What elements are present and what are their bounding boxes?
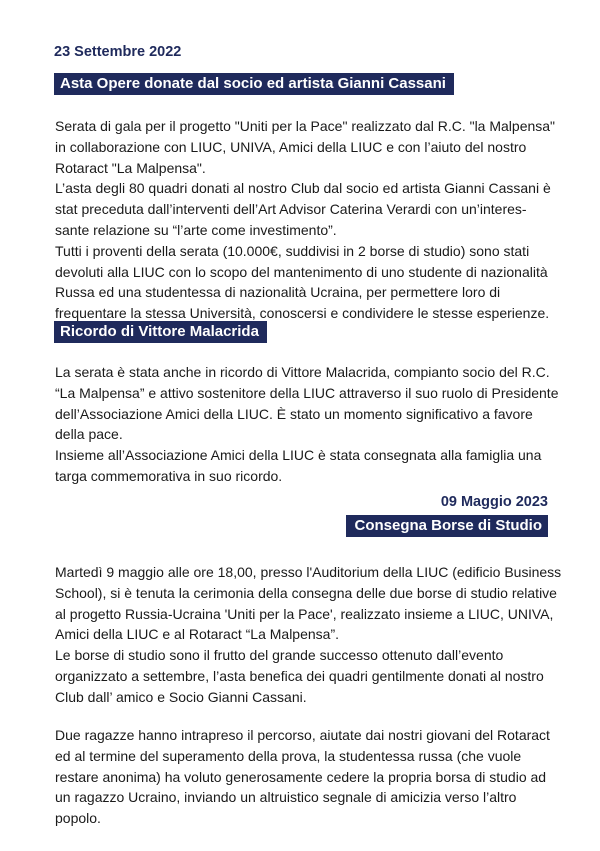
text-line: restare anonima) ha voluto generosamente cedere la propria borsa di studio ad <box>55 768 547 785</box>
section1-paragraph <box>55 116 555 324</box>
text-line: stat preceduta dall’interventi dell’Art Advisor Caterina Verardi con un’interes- <box>55 201 527 218</box>
text-line: La serata è stata anche in ricordo di Vittore Malacrida, compianto socio del R.C. <box>55 364 550 380</box>
text-line: dell’Associazione Amici della LIUC. È stato un momento significativo a favore <box>55 405 533 422</box>
text-line: sante relazione su “l’arte come investimento”. <box>55 221 337 238</box>
text-line: Tutti i proventi della serata (10.000€, suddivisi in 2 borse di studio) sono stati <box>55 242 530 259</box>
text-line: in collaborazione con LIUC, UNIVA, Amici della LIUC e con l’aiuto del nostro <box>55 138 527 155</box>
section1-title: Asta Opere donate dal socio ed artista Gianni Cassani <box>54 73 454 95</box>
text-line: Insieme all’Associazione Amici della LIUC è stata consegnata alla famiglia una <box>55 447 542 464</box>
text-line: un ragazzo Ucraino, inviando un altruistico segnale di amicizia verso l’altro <box>55 789 517 806</box>
text-line: Le borse di studio sono il frutto del grande successo ottenuto dall’evento <box>55 647 504 664</box>
section3-title: Consegna Borse di Studio <box>346 515 548 537</box>
text-line: Martedì 9 maggio alle ore 18,00, presso l'Auditorium della LIUC (edificio Business <box>55 564 562 580</box>
section2-paragraph <box>55 362 559 487</box>
section3-paragraph-1 <box>55 562 562 708</box>
text-line: al progetto Russia-Ucraina 'Uniti per la Pace', realizzato insieme a LIUC, UNIVA, <box>55 605 554 622</box>
text-line: School), si è tenuta la cerimonia della consegna delle due borse di studio relative <box>55 584 557 601</box>
section3-paragraph-2 <box>55 725 555 829</box>
text-line: Due ragazze hanno intrapreso il percorso, aiutate dai nostri giovani del Rotaract <box>55 727 550 743</box>
text-line: Club dall’ amico e Socio Gianni Cassani. <box>55 688 307 705</box>
text-line: della pace. <box>55 426 123 443</box>
text-line: devoluti alla LIUC con lo scopo del mantenimento di uno studente di nazionalità <box>55 263 548 280</box>
text-line: L’asta degli 80 quadri donati al nostro Club dal socio ed artista Gianni Cassani è <box>55 180 551 197</box>
text-line: frequentare la stessa Università, conoscersi e condividere le stesse esperienze. <box>55 305 550 322</box>
text-line: Russa ed una studentessa di nazionalità Ucraina, per permettere loro di <box>55 284 501 301</box>
text-line: Amici della LIUC e al Rotaract “La Malpensa”. <box>55 626 340 643</box>
section1-date: 23 Settembre 2022 <box>54 44 182 60</box>
section3-date: 09 Maggio 2023 <box>440 494 548 510</box>
text-line: ed al termine del superamento della prova, la studentessa russa (che vuole <box>55 747 522 764</box>
text-line: popolo. <box>55 810 101 827</box>
text-line: Serata di gala per il progetto "Uniti per la Pace" realizzato dal R.C. "la Malpensa" <box>55 118 556 134</box>
text-line: “La Malpensa” e attivo sostenitore della LIUC attraverso il suo ruolo di Presidente <box>55 384 559 401</box>
text-line: Rotaract "La Malpensa". <box>55 159 206 176</box>
text-line: organizzato a settembre, l’asta benefica dei quadri gentilmente donati al nostro <box>55 667 544 684</box>
text-line: targa commemorativa in suo ricordo. <box>55 467 283 484</box>
section2-title: Ricordo di Vittore Malacrida <box>54 321 267 343</box>
